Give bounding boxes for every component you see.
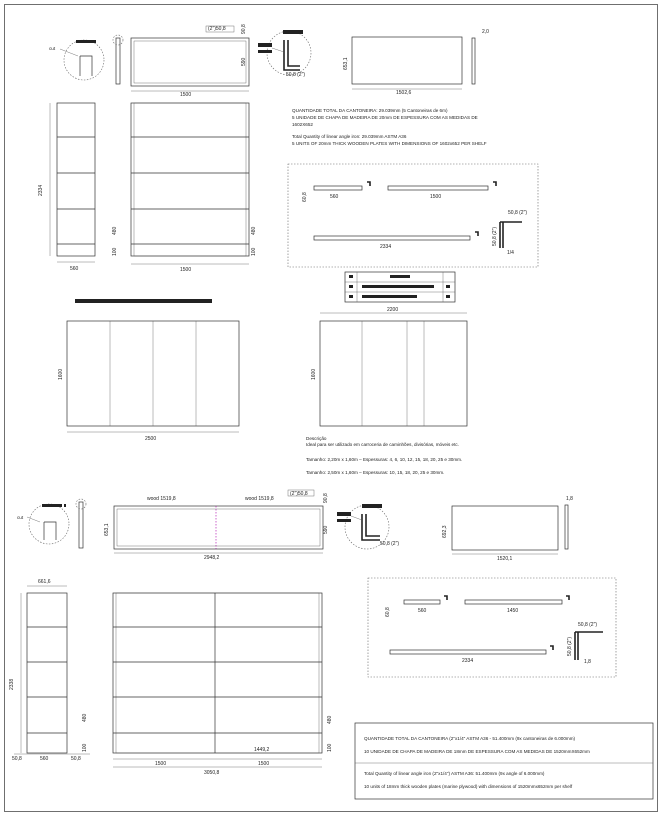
corner-joint-detail-2 [337, 504, 399, 549]
desc-title: Descrição [306, 436, 327, 441]
wood-sheet-2200 [311, 307, 467, 426]
dim-3050-8: 3050,8 [204, 770, 220, 776]
dim-480-side-2: 480 [82, 713, 88, 722]
dim-1500-right: 1500 [258, 761, 270, 767]
shelf-front-elevation-2 [113, 593, 333, 776]
dim-50-8-vertical: 50,8 (2") [492, 226, 498, 246]
corner-joint-detail-1 [258, 30, 311, 78]
shelf-side-elevation-2 [9, 579, 90, 762]
dim-50-8-2-b: 50,8 (2") [380, 541, 400, 547]
angle-profile-side-2-ring [76, 499, 86, 509]
dim-1500: 1500 [180, 92, 192, 98]
dim-480-front: 480 [251, 226, 257, 235]
dim-50-8-right: 50,8 [71, 756, 81, 762]
dim-2948-2: 2948,2 [204, 555, 220, 561]
dim-2334-cut-b: 2334 [462, 658, 474, 664]
dim-2200: 2200 [387, 307, 399, 313]
box-pt-1: QUANTIDADE TOTAL DA CANTONEIRA (2"x1/4" ASTM A36 - 51.400mm (9x cantoneiras de 6.000mm) [364, 736, 576, 741]
dim-wood-2: wood 1519,8 [245, 496, 274, 502]
dim-653-1-b: 653,1 [104, 523, 110, 536]
dim-692-3: 692,3 [442, 525, 448, 538]
dim-2500: 2500 [145, 436, 157, 442]
cut-list-bottom [368, 578, 616, 677]
dim-480-front-2: 480 [327, 715, 333, 724]
dim-590-b: 590 [323, 525, 329, 534]
dim-60-8-b: 60,8 [385, 607, 391, 617]
dim-661-6: 661,6 [38, 579, 51, 585]
dim-560-cut: 560 [330, 194, 339, 200]
dim-1600-b: 1600 [311, 368, 317, 380]
note-pt-2: 5 UNIDADE DE CHAPA DE MADEIRA DE 20mm DE ESPESSURA COM AS MEDIDAS DE [292, 115, 478, 120]
section-divider-bar [75, 299, 212, 303]
angle-cut-detail-1 [49, 40, 104, 80]
dim-560-side: 560 [40, 756, 49, 762]
sizes-2: Tamanho: 2,50m x 1,60m – Espessuras: 10, 15, 18, 20, 25 e 30mm. [306, 470, 445, 475]
dim-2334: 2334 [38, 184, 44, 196]
dim-560-cut-b: 560 [418, 608, 427, 614]
dim-2-0: 2,0 [482, 29, 489, 35]
dim-480: 480 [112, 226, 118, 235]
dim-1-8: 1,8 [566, 496, 573, 502]
note-pt-1: QUANTIDADE TOTAL DA CANTONEIRA: 29.039mm (5 Cantoneiras de 6m) [292, 108, 448, 113]
dim-100: 100 [112, 247, 118, 256]
box-pt-2: 10 UNIDADE DE CHAPA DE MADEIRA DE 18mm DE ESPESSURA COM AS MEDIDAS DE 1520mmX652mm [364, 749, 590, 754]
dim-50-8-profile: 50,8 (2") [508, 210, 528, 216]
notes-top [292, 108, 487, 146]
note-en-2: 5 UNITS OF 20mm THICK WOODEN PLATES WITH DIMENSIONS OF 1602x652 PER SHELF [292, 141, 487, 146]
dim-100-side-2: 100 [82, 743, 88, 752]
dim-1500-front: 1500 [180, 267, 192, 273]
dim-1500-left: 1500 [155, 761, 167, 767]
sizes-1: Tamanho: 2,20m x 1,60m – Espessuras: 4, 6, 10, 12, 15, 18, 20, 25 e 30mm. [306, 457, 463, 462]
dim-2338: 2338 [9, 678, 15, 690]
dim-590: 590 [241, 57, 247, 66]
dim-90-8: 90,8 [241, 24, 247, 34]
wood-sheet-2500 [58, 321, 239, 442]
shelf-front-elevation [131, 103, 257, 273]
dim-60-8: 60,8 [302, 192, 308, 202]
dim-50-8-vertical-b: 50,8 (2") [567, 636, 573, 656]
dim-100-front: 100 [251, 247, 257, 256]
box-en-1: Total Quantity of linear angle iron (2"x1/4") ASTM A36: 51.400mm (9x angle of 6.000mm) [364, 771, 545, 776]
cut-list-top [288, 164, 538, 267]
notes-box-bottom [355, 723, 653, 799]
angle-profile-side-1 [113, 35, 123, 84]
desc-line: Ideal para ser utilizado em carroceria de caminhões, divisórias, móveis etc. [306, 442, 459, 447]
dim-2334-cut: 2334 [380, 244, 392, 250]
cut-label: cut [49, 46, 56, 51]
dim-1502-6: 1502,6 [396, 90, 412, 96]
dim-560: 560 [70, 266, 79, 272]
bottom-frame-front [104, 490, 329, 561]
note-pt-3: 1602X652 [292, 122, 313, 127]
dim-wood-1: wood 1519,8 [147, 496, 176, 502]
box-en-2: 10 units of 18mm thick wooden plates (marine plywood) with dimensions of 1520mmx652mm per shelf [364, 784, 573, 789]
dim-2-50-8: (2")50,8 [208, 26, 226, 32]
top-plate-plan [343, 29, 489, 96]
dim-1449-2: 1449,2 [254, 747, 270, 753]
dim-50-8-left: 50,8 [12, 756, 22, 762]
note-en-1: Total Quantity of linear angle iron: 29.039mm ASTM A36 [292, 134, 407, 139]
dim-1520-1: 1520,1 [497, 556, 513, 562]
dim-1450: 1450 [507, 608, 519, 614]
legend-table [345, 272, 455, 302]
dim-2-50-8-b: (2")50,8 [290, 491, 308, 497]
dim-1600-a: 1600 [58, 368, 64, 380]
dim-1-8-profile: 1,8 [584, 659, 591, 665]
description [306, 436, 462, 475]
sheet-border [5, 5, 658, 812]
top-frame-front [131, 24, 249, 98]
shelf-side-elevation [38, 103, 118, 272]
cut-label-2: cut [17, 515, 24, 520]
dim-653-1: 653,1 [343, 57, 349, 70]
dim-50-8-profile-b: 50,8 (2") [578, 622, 598, 628]
dim-100-front-2: 100 [327, 743, 333, 752]
angle-cut-detail-2 [17, 504, 69, 544]
dim-1500-cut: 1500 [430, 194, 442, 200]
bottom-plate-plan [442, 496, 573, 562]
dim-50-8-2: 50,8 (2") [286, 72, 306, 78]
dim-1-4: 1/4 [507, 250, 514, 256]
dim-90-8-b: 90,8 [323, 493, 329, 503]
